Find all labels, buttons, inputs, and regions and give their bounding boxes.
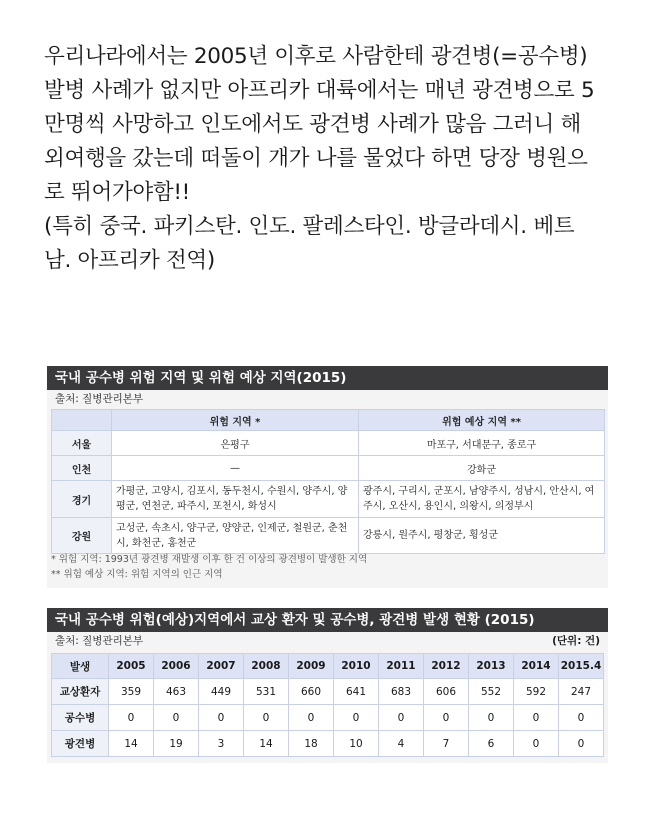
incidence-figure <box>47 608 608 763</box>
value-cell: 0 <box>334 705 379 731</box>
incidence-source: 출처: 질병관리본부 <box>55 635 144 647</box>
header-empty <box>52 410 112 431</box>
value-cell: 0 <box>469 705 514 731</box>
value-cell: 0 <box>199 705 244 731</box>
risk-cell: 가평군, 고양시, 김포시, 동두천시, 수원시, 양주시, 양평군, 연천군, 파주시, 포천시, 화성시 <box>112 481 359 518</box>
value-cell: 247 <box>559 679 604 705</box>
value-cell: 463 <box>154 679 199 705</box>
value-cell: 606 <box>424 679 469 705</box>
region-label: 경기 <box>52 481 112 518</box>
footnotes <box>51 552 367 582</box>
paragraph-line: 외여행을 갔는데 떠돌이 개가 나를 물었다 하면 당장 병원으 <box>44 146 588 171</box>
value-cell: 4 <box>379 731 424 757</box>
risk-region-table <box>51 409 605 554</box>
risk-region-source: 출처: 질병관리본부 <box>55 393 144 405</box>
year-cell: 2011 <box>379 654 424 679</box>
table-row <box>52 731 604 757</box>
header-label: 발생 <box>52 654 109 679</box>
value-cell: 660 <box>289 679 334 705</box>
region-label: 서울 <box>52 431 112 456</box>
year-cell: 2015.4 <box>559 654 604 679</box>
table-row <box>52 705 604 731</box>
expected-cell: 강화군 <box>359 456 605 481</box>
footnote: ** 위험 예상 지역: 위험 지역의 인근 지역 <box>51 569 223 580</box>
value-cell: 0 <box>289 705 334 731</box>
value-cell: 0 <box>154 705 199 731</box>
paragraph-line: 발병 사례가 없지만 아프리카 대륙에서는 매년 광견병으로 5 <box>44 78 595 103</box>
value-cell: 14 <box>109 731 154 757</box>
row-label: 광견병 <box>52 731 109 757</box>
risk-cell: — <box>112 456 359 481</box>
year-cell: 2007 <box>199 654 244 679</box>
year-header-row <box>52 654 604 679</box>
risk-cell: 고성군, 속초시, 양구군, 양양군, 인제군, 철원군, 춘천시, 화천군, 홍천군 <box>112 518 359 554</box>
value-cell: 18 <box>289 731 334 757</box>
paragraph-line: 남. 아프리카 전역) <box>44 248 215 273</box>
value-cell: 0 <box>559 705 604 731</box>
incidence-title: 국내 공수병 위험(예상)지역에서 교상 환자 및 공수병, 광견병 발생 현황 (2015) <box>47 608 608 632</box>
table-row <box>52 679 604 705</box>
year-cell: 2006 <box>154 654 199 679</box>
row-label: 공수병 <box>52 705 109 731</box>
paragraph-line: 만명씩 사망하고 인도에서도 광견병 사례가 많음 그러니 해 <box>44 112 581 137</box>
value-cell: 19 <box>154 731 199 757</box>
header-risk: 위험 지역 * <box>112 410 359 431</box>
incidence-table <box>51 653 604 757</box>
value-cell: 531 <box>244 679 289 705</box>
risk-region-title: 국내 공수병 위험 지역 및 위험 예상 지역(2015) <box>47 366 608 390</box>
region-label: 강원 <box>52 518 112 554</box>
value-cell: 14 <box>244 731 289 757</box>
year-cell: 2005 <box>109 654 154 679</box>
year-cell: 2012 <box>424 654 469 679</box>
paragraph-line: 로 뛰어가야함!! <box>44 180 190 205</box>
expected-cell: 광주시, 구리시, 군포시, 남양주시, 성남시, 안산시, 여주시, 오산시, 용인시, 의왕시, 의정부시 <box>359 481 605 518</box>
year-cell: 2013 <box>469 654 514 679</box>
value-cell: 641 <box>334 679 379 705</box>
year-cell: 2008 <box>244 654 289 679</box>
value-cell: 592 <box>514 679 559 705</box>
paragraph-line: (특히 중국. 파키스탄. 인도. 팔레스타인. 방글라데시. 베트 <box>44 214 575 239</box>
value-cell: 0 <box>424 705 469 731</box>
value-cell: 683 <box>379 679 424 705</box>
year-cell: 2014 <box>514 654 559 679</box>
year-cell: 2010 <box>334 654 379 679</box>
value-cell: 0 <box>109 705 154 731</box>
post-paragraph <box>44 40 624 278</box>
risk-region-figure <box>47 366 608 588</box>
year-cell: 2009 <box>289 654 334 679</box>
risk-cell: 은평구 <box>112 431 359 456</box>
paragraph-line: 우리나라에서는 2005년 이후로 사람한테 광견병(=공수병) <box>44 44 588 69</box>
header-expected: 위험 예상 지역 ** <box>359 410 605 431</box>
region-label: 인천 <box>52 456 112 481</box>
value-cell: 0 <box>514 731 559 757</box>
expected-cell: 마포구, 서대문구, 종로구 <box>359 431 605 456</box>
unit-label: (단위: 건) <box>552 635 600 647</box>
value-cell: 0 <box>379 705 424 731</box>
value-cell: 0 <box>514 705 559 731</box>
value-cell: 359 <box>109 679 154 705</box>
value-cell: 10 <box>334 731 379 757</box>
value-cell: 0 <box>559 731 604 757</box>
value-cell: 6 <box>469 731 514 757</box>
value-cell: 7 <box>424 731 469 757</box>
footnote: * 위험 지역: 1993년 광견병 재발생 이후 한 건 이상의 광견병이 발생한 지역 <box>51 554 368 565</box>
value-cell: 552 <box>469 679 514 705</box>
value-cell: 449 <box>199 679 244 705</box>
value-cell: 0 <box>244 705 289 731</box>
expected-cell: 강릉시, 원주시, 평창군, 횡성군 <box>359 518 605 554</box>
value-cell: 3 <box>199 731 244 757</box>
row-label: 교상환자 <box>52 679 109 705</box>
